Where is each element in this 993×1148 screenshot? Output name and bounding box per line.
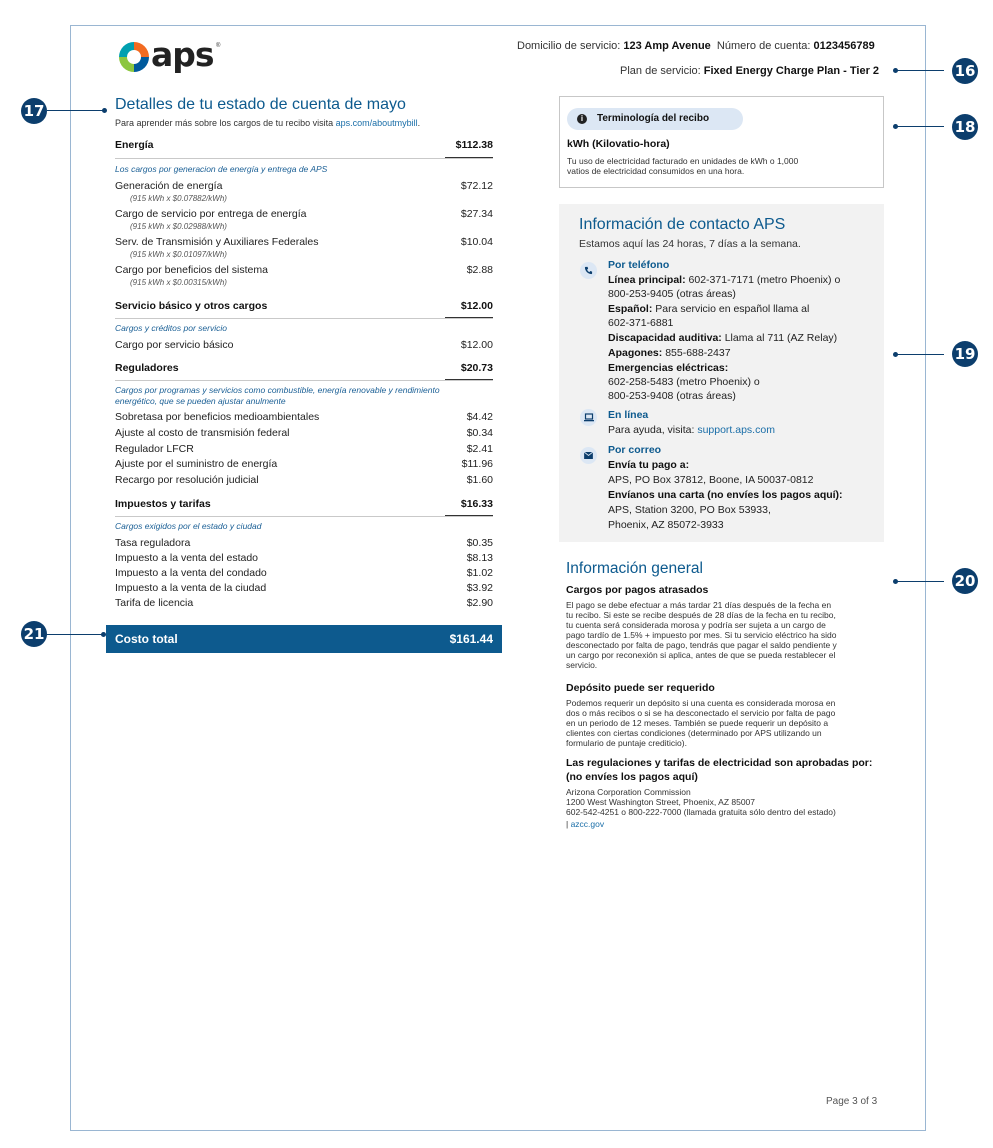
line-item-amount: $10.04	[460, 236, 493, 248]
regulation-line: 1200 West Washington Street, Phoenix, AZ 85007	[566, 797, 756, 807]
plan-label: Plan de servicio:	[620, 65, 701, 77]
statement-title: Detalles de tu estado de cuenta de mayo	[115, 96, 406, 113]
contact-spanish-line	[608, 303, 809, 315]
late-fees-line: tu recibo. Si este se recibe después de 28 días de la fecha en tu recibo,	[566, 610, 836, 620]
terminology-def-2: vatios de electricidad consumidos en una hora.	[567, 166, 745, 176]
section-basic-amount: $12.00	[460, 300, 493, 312]
plan-name: Fixed Energy Charge Plan - Tier 2	[703, 65, 880, 77]
section-energy-note: Los cargos por generacion de energía y entrega de APS	[115, 164, 328, 174]
contact-spanish-1: Para servicio en español llama al	[655, 303, 810, 315]
callout-18-line	[896, 126, 944, 127]
contact-pay-address: APS, PO Box 37812, Boone, IA 50037-0812	[608, 474, 814, 486]
contact-online-label: En línea	[608, 409, 649, 421]
aboutmybill-link[interactable]: aps.com/aboutmybill	[335, 118, 418, 128]
line-item	[115, 427, 493, 441]
line-item-amount: $2.41	[466, 443, 493, 455]
callout-16-line	[896, 70, 944, 71]
line-item-amount: $27.34	[460, 208, 493, 220]
contact-subtitle: Estamos aquí las 24 horas, 7 días a la semana.	[579, 238, 801, 250]
section-energy-header	[115, 139, 493, 153]
section-taxes-note: Cargos exigidos por el estado y ciudad	[115, 521, 262, 531]
line-item-amount: $72.12	[460, 180, 493, 192]
line-item-amount: $12.00	[460, 339, 493, 351]
late-fees-line: un cargo por reconexión si aplica, antes de que se pueda restablecer el	[566, 650, 836, 660]
terminology-term: kWh (Kilovatio-hora)	[567, 138, 670, 150]
section-regulators-label: Reguladores	[115, 362, 179, 374]
account-number: 0123456789	[813, 40, 875, 52]
service-address: 123 Amp Avenue	[623, 40, 711, 52]
section-regulators-amount: $20.73	[460, 362, 493, 374]
line-item	[115, 567, 493, 577]
total-cost-bar	[106, 625, 502, 653]
line-item-label: Ajuste por el suministro de energía	[115, 458, 278, 470]
line-item	[115, 443, 493, 457]
contact-letter-label-text: Envíanos una carta (no envíes los pagos aquí):	[608, 489, 843, 501]
line-item-label: Recargo por resolución judicial	[115, 474, 259, 486]
section-basic-header	[115, 300, 493, 314]
statement-subtitle-text: Para aprender más sobre los cargos de tu recibo visita	[115, 118, 334, 128]
aps-logo	[117, 35, 227, 78]
line-item-label: Cargo por servicio básico	[115, 339, 234, 351]
line-item	[115, 339, 493, 353]
line-item-label: Tasa reguladora	[115, 537, 191, 549]
contact-pay-label	[608, 459, 689, 471]
service-address-label: Domicilio de servicio:	[517, 40, 621, 52]
section-divider	[115, 516, 493, 517]
line-item	[115, 537, 493, 551]
line-item	[115, 264, 493, 278]
line-item-amount: $2.88	[466, 264, 493, 276]
contact-pay-label-text: Envía tu pago a:	[608, 459, 690, 471]
regulation-title-1: Las regulaciones y tarifas de electricidad son aprobadas por:	[566, 757, 873, 769]
contact-online-line	[608, 424, 775, 436]
section-divider	[115, 318, 493, 319]
deposit-line: clientes con ciertas condiciones (determinado por APS utilizando un	[566, 728, 822, 738]
section-regulators-header	[115, 362, 493, 376]
contact-outage-label: Apagones:	[608, 347, 663, 359]
amount-underline	[445, 515, 493, 516]
contact-spanish-label: Español:	[608, 303, 653, 315]
regulation-title-2: (no envíes los pagos aquí)	[566, 771, 698, 783]
line-item-label: Cargo de servicio por entrega de energía	[115, 208, 307, 220]
amount-underline	[445, 317, 493, 318]
deposit-line: dos o más recibos o si se ha desconectado el servicio por falta de pago	[566, 708, 836, 718]
account-label: Número de cuenta:	[716, 40, 811, 52]
line-item	[115, 411, 493, 425]
late-fees-line: El pago se debe efectuar a más tardar 21 días después de la fecha en	[566, 600, 832, 610]
contact-emergency-1: 602-258-5483 (metro Phoenix) o	[608, 376, 760, 388]
general-info-title: Información general	[566, 560, 703, 577]
line-item-rate: (915 kWh x $0.00315/kWh)	[130, 278, 227, 287]
late-fees-title: Cargos por pagos atrasados	[566, 584, 709, 596]
line-item-amount: $4.42	[466, 411, 493, 423]
line-item-label: Impuesto a la venta de la ciudad	[115, 582, 267, 594]
line-item-rate: (915 kWh x $0.07882/kWh)	[130, 194, 227, 203]
contact-letter-2: Phoenix, AZ 85072-3933	[608, 519, 724, 531]
statement-subtitle	[115, 118, 420, 128]
line-item-amount: $8.13	[466, 552, 493, 564]
terminology-def-1: Tu uso de electricidad facturado en unidades de kWh o 1,000	[567, 156, 799, 166]
deposit-line: en un periodo de 12 meses. También se puede requerir un depósito a	[566, 718, 829, 728]
contact-main-line	[608, 274, 840, 286]
support-link[interactable]: support.aps.com	[697, 424, 775, 436]
info-icon: i	[577, 114, 587, 124]
line-item	[115, 208, 493, 222]
callout-20: 20	[952, 568, 978, 594]
regulation-link-prefix: |	[566, 819, 571, 829]
callout-21-line	[47, 634, 103, 635]
line-item-amount: $0.35	[466, 537, 493, 549]
contact-emergency-label	[608, 362, 728, 374]
line-item-rate: (915 kWh x $0.01097/kWh)	[130, 250, 227, 259]
contact-online-text: Para ayuda, visita:	[608, 424, 695, 436]
regulation-line: Arizona Corporation Commission	[566, 787, 691, 797]
callout-17-line	[47, 110, 103, 111]
total-cost-amount: $161.44	[449, 632, 493, 646]
line-item-label: Tarifa de licencia	[115, 597, 194, 609]
callout-19-line	[896, 354, 944, 355]
callout-21: 21	[21, 621, 47, 647]
contact-mail-label: Por correo	[608, 444, 662, 456]
contact-main-1: 602-371-7171 (metro Phoenix) o	[688, 274, 841, 286]
contact-title: Información de contacto APS	[579, 216, 786, 233]
callout-17: 17	[21, 98, 47, 124]
section-energy-amount: $112.38	[455, 139, 493, 151]
section-taxes-amount: $16.33	[460, 498, 493, 510]
contact-outage-line	[608, 347, 731, 359]
envelope-icon	[580, 447, 597, 464]
contact-emergency-label-text: Emergencias eléctricas:	[608, 362, 729, 374]
section-taxes-label: Impuestos y tarifas	[115, 498, 211, 510]
late-fees-line: servicio.	[566, 660, 598, 670]
contact-spanish-2: 602-371-6881	[608, 317, 674, 329]
callout-17-dot	[102, 108, 107, 113]
page-number: Page 3 of 3	[826, 1096, 878, 1107]
aps-logo-mark-icon	[117, 40, 151, 74]
section-divider	[115, 380, 493, 381]
contact-hearing: Llama al 711 (AZ Relay)	[724, 332, 838, 344]
regulation-link-line	[566, 819, 604, 829]
amount-underline	[445, 157, 493, 158]
deposit-line: Podemos requerir un depósito si una cuenta es considerada morosa en	[566, 698, 836, 708]
line-item-label: Impuesto a la venta del estado	[115, 552, 259, 564]
late-fees-line: pago tardío de 1.5% + impuesto por mes. Si tu servicio eléctrico ha sido	[566, 630, 837, 640]
line-item	[115, 552, 493, 566]
line-item	[115, 582, 493, 596]
line-item-amount: $3.92	[466, 582, 493, 594]
section-divider	[115, 158, 493, 159]
line-item-label: Ajuste al costo de transmisión federal	[115, 427, 290, 439]
line-item-label: Sobretasa por beneficios medioambientales	[115, 411, 320, 423]
line-item-amount: $1.60	[466, 474, 493, 486]
terminology-badge-label: Terminología del recibo	[597, 113, 710, 124]
service-plan-line	[620, 65, 879, 77]
logo-registered-mark: ®	[216, 43, 221, 49]
callout-18: 18	[952, 114, 978, 140]
deposit-line: formulario de puntaje crediticio).	[566, 738, 687, 748]
callout-19: 19	[952, 341, 978, 367]
line-item-label: Generación de energía	[115, 180, 223, 192]
section-basic-label: Servicio básico y otros cargos	[115, 300, 268, 312]
section-regulators-note-2: energético, que se pueden ajustar anulmente	[115, 396, 286, 406]
contact-hearing-label: Discapacidad auditiva:	[608, 332, 722, 344]
line-item-label: Serv. de Transmisión y Auxiliares Federales	[115, 236, 319, 248]
regulation-line: 602-542-4251 o 800-222-7000 (llamada gratuita sólo dentro del estado)	[566, 807, 836, 817]
contact-hearing-line	[608, 332, 837, 344]
late-fees-line: desconectado por falta de pago, tendrás que pagar el saldo pendiente y	[566, 640, 837, 650]
terminology-box	[559, 96, 884, 188]
late-fees-line: tu cuenta será considerada morosa y podría ser sujeta a un cargo de	[566, 620, 826, 630]
line-item	[115, 180, 493, 194]
terminology-badge	[567, 108, 743, 130]
service-address-line	[517, 40, 875, 52]
amount-underline	[445, 379, 493, 380]
callout-20-line	[896, 581, 944, 582]
section-energy-label: Energía	[115, 139, 154, 151]
line-item-label: Cargo por beneficios del sistema	[115, 264, 268, 276]
line-item-label: Regulador LFCR	[115, 443, 194, 455]
section-regulators-note-1: Cargos por programas y servicios como combustible, energía renovable y rendimiento	[115, 385, 440, 395]
azcc-link[interactable]: azcc.gov	[570, 819, 605, 829]
contact-main-2: 800-253-9405 (otras áreas)	[608, 288, 736, 300]
statement-subtitle-end: .	[417, 118, 421, 128]
line-item	[115, 474, 493, 488]
line-item	[115, 236, 493, 250]
line-item-amount: $11.96	[461, 458, 493, 470]
contact-letter-label	[608, 489, 843, 501]
contact-box	[559, 204, 884, 542]
line-item-label: Impuesto a la venta del condado	[115, 567, 267, 577]
line-item	[115, 597, 493, 611]
callout-16: 16	[952, 58, 978, 84]
section-taxes-header	[115, 498, 493, 512]
line-item	[115, 458, 493, 472]
line-item-rate: (915 kWh x $0.02988/kWh)	[130, 222, 227, 231]
section-basic-note: Cargos y créditos por servicio	[115, 323, 227, 333]
contact-letter-1: APS, Station 3200, PO Box 53933,	[608, 504, 771, 516]
deposit-title: Depósito puede ser requerido	[566, 682, 715, 694]
line-item-amount: $2.90	[466, 597, 493, 609]
contact-emergency-2: 800-253-9408 (otras áreas)	[608, 390, 736, 402]
phone-icon	[580, 262, 597, 279]
total-cost-label: Costo total	[115, 632, 178, 646]
line-item-amount: $1.02	[466, 567, 493, 577]
laptop-icon	[580, 409, 597, 426]
contact-phone-label: Por teléfono	[608, 259, 670, 271]
contact-main-label: Línea principal:	[608, 274, 686, 286]
contact-outage: 855-688-2437	[665, 347, 731, 359]
line-item-amount: $0.34	[466, 427, 493, 439]
logo-text: aps	[151, 35, 214, 74]
